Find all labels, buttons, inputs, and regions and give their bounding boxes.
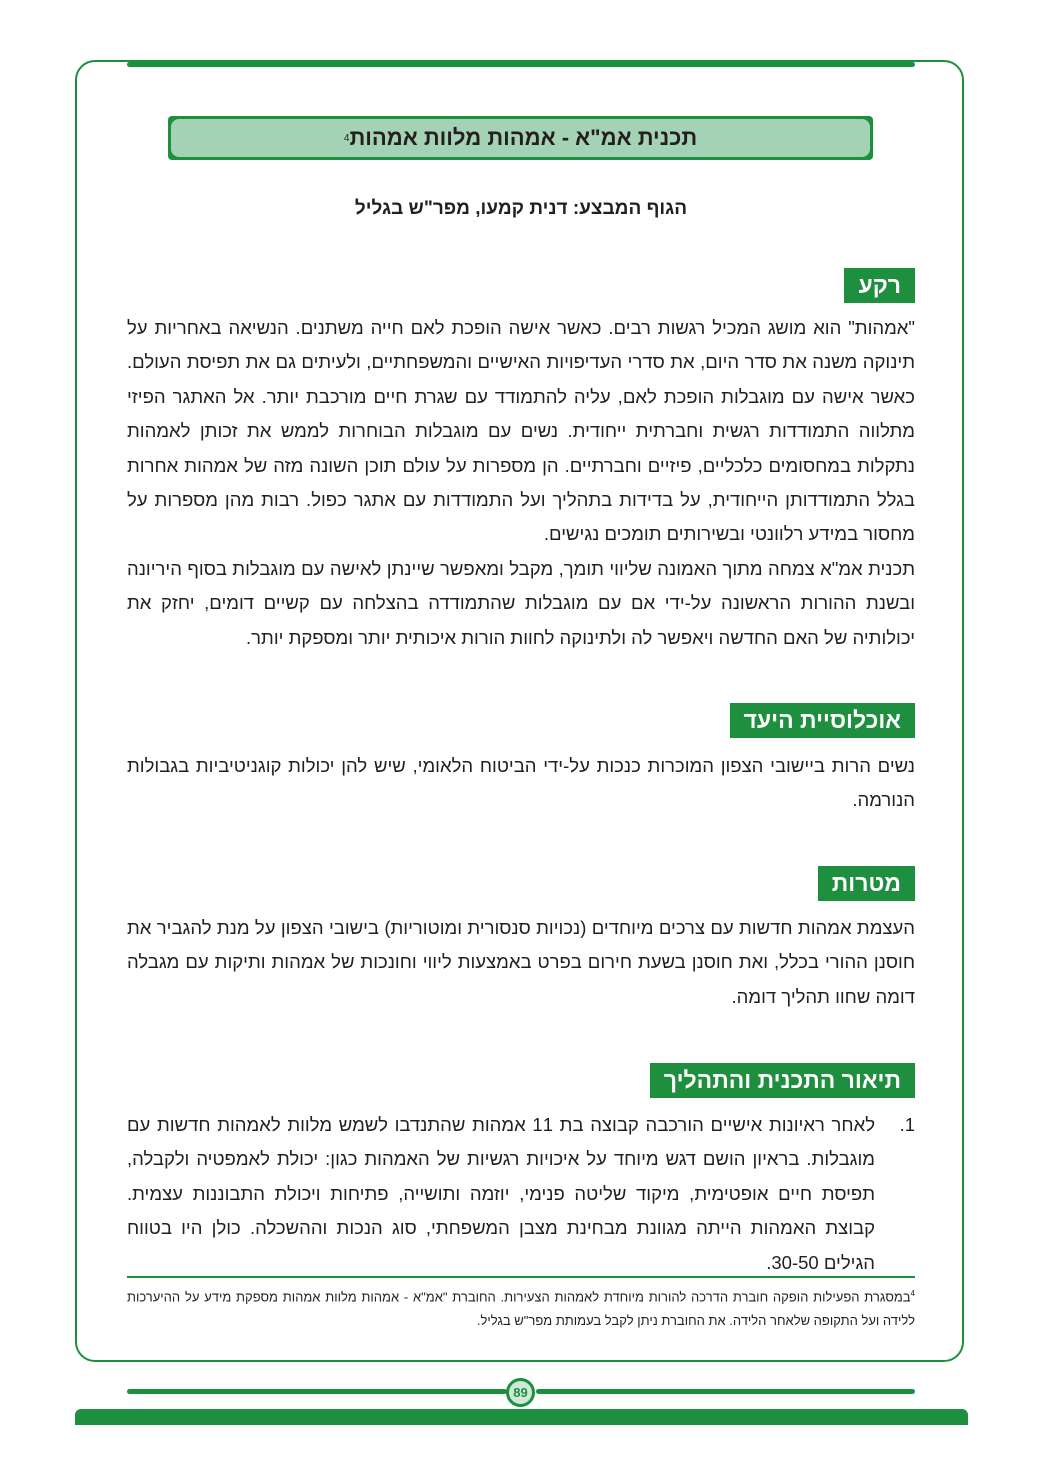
implementing-agency: הגוף המבצע: דנית קמעו, מפר"ש בגליל xyxy=(354,198,688,219)
section-heading-goals: מטרות xyxy=(818,866,915,901)
page-title-text: תכנית אמ"א - אמהות מלוות אמהות xyxy=(349,125,698,150)
bottom-rule-right xyxy=(536,1389,915,1394)
footnote-text: במסגרת הפעילות הופקה חוברת הדרכה להורות מיוחדת לאמהות הצעירות. החוברת "אמ"א - אמהות מלוות אמהות מספקת מידע על ההיערכות ללידה ועל התקופה שלאחר הלידה. את החוברת ניתן לקבל בעמותת מפר"ש בגליל. xyxy=(127,1289,915,1329)
background-paragraph-2: תכנית אמ"א צמחה מתוך האמונה שליווי תומך, מקבל ומאפשר שיינתן לאישה עם מוגבלות בסוף היריונה ובשנת ההורות הראשונה על-ידי אם עם מוגבלות שהתמודדה בהצלחה עם קשיים דומים, יחזק את יכולותיה של האם החדשה ויאפשר לה ולתינוקה לחוות הורות איכותית יותר ומספקת יותר. xyxy=(127,557,915,648)
title-footnote-mark: 4 xyxy=(343,132,350,144)
target-paragraph: נשים הרות ביישובי הצפון המוכרות כנכות על-ידי הביטוח הלאומי, שיש להן יכולות קוגניטיביות בגבולות הנורמה. xyxy=(127,755,915,811)
section-heading-background: רקע xyxy=(844,268,915,303)
top-rule xyxy=(127,62,915,67)
page-title xyxy=(171,119,870,157)
section-heading-target: אוכלוסיית היעד xyxy=(730,703,915,738)
title-box xyxy=(168,116,873,160)
footnote-mark: 4 xyxy=(910,1289,915,1298)
footnote xyxy=(127,1282,915,1333)
bottom-rule-left xyxy=(127,1389,507,1394)
background-text xyxy=(127,311,915,655)
list-item xyxy=(127,1108,915,1280)
target-text xyxy=(127,749,915,818)
list-item-text: לאחר ראיונות אישיים הורכבה קבוצה בת 11 אמהות שהתנדבו לשמש מלוות לאמהות חדשות עם מוגבלות. בראיון הושם דגש מיוחד על איכויות רגשיות של האמהות כגון: יכולת לאמפטיה ולקבלה, תפיסת חיים אופטימית, מיקוד שליטה פנימי, יוזמה ותושייה, פתיחות ויכולת התבוננות עצמית. קבוצת האמהות הייתה מגוונת מבחינת מצבן המשפחתי, סוג הנכות וההשכלה. כולן היו בטווח הגילים 30-50. xyxy=(127,1114,876,1273)
footnote-divider xyxy=(127,1276,915,1278)
bottom-bar xyxy=(75,1409,968,1425)
list-item-number: 1. xyxy=(899,1114,915,1135)
page-number: 89 xyxy=(506,1378,535,1407)
goals-paragraph: העצמת אמהות חדשות עם צרכים מיוחדים (נכויות סנסורית ומוטוריות) בישובי הצפון על מנת להגביר את חוסנן ההורי בכלל, ואת חוסנן בשעת חירום בפרט באמצעות ליווי וחונכות של אמהות ותיקות עם מגבלה דומה שחוו תהליך דומה. xyxy=(127,917,915,1007)
goals-text xyxy=(127,911,915,1014)
section-heading-description: תיאור התכנית והתהליך xyxy=(650,1063,915,1098)
background-paragraph-1: "אמהות" הוא מושג המכיל רגשות רבים. כאשר אישה הופכת לאם חייה משתנים. הנשיאה באחריות על תינוקה משנה את סדר היום, את סדרי העדיפויות האישיים והמשפחתיים, ולעיתים גם את תפיסת העולם. כאשר אישה עם מוגבלות הופכת לאם, עליה להתמודד עם שגרת חיים מורכבת יותר. אל האתגר הפיזי מתלווה התמודדות רגשית וחברתית ייחודית. נשים עם מוגבלות הבוחרות לממש את זכותן לאמהות נתקלות במחסומים כלכליים, פיזיים וחברתיים. הן מספרות על עולם תוכן השונה מזה של אמהות אחרות בגלל התמודדותן הייחודית, על בדידות בתהליך ועל התמודדות עם אתגר כפול. רבות מהן מספרות על מחסור במידע רלוונטי ובשירותים תומכים נגישים. xyxy=(127,317,915,545)
